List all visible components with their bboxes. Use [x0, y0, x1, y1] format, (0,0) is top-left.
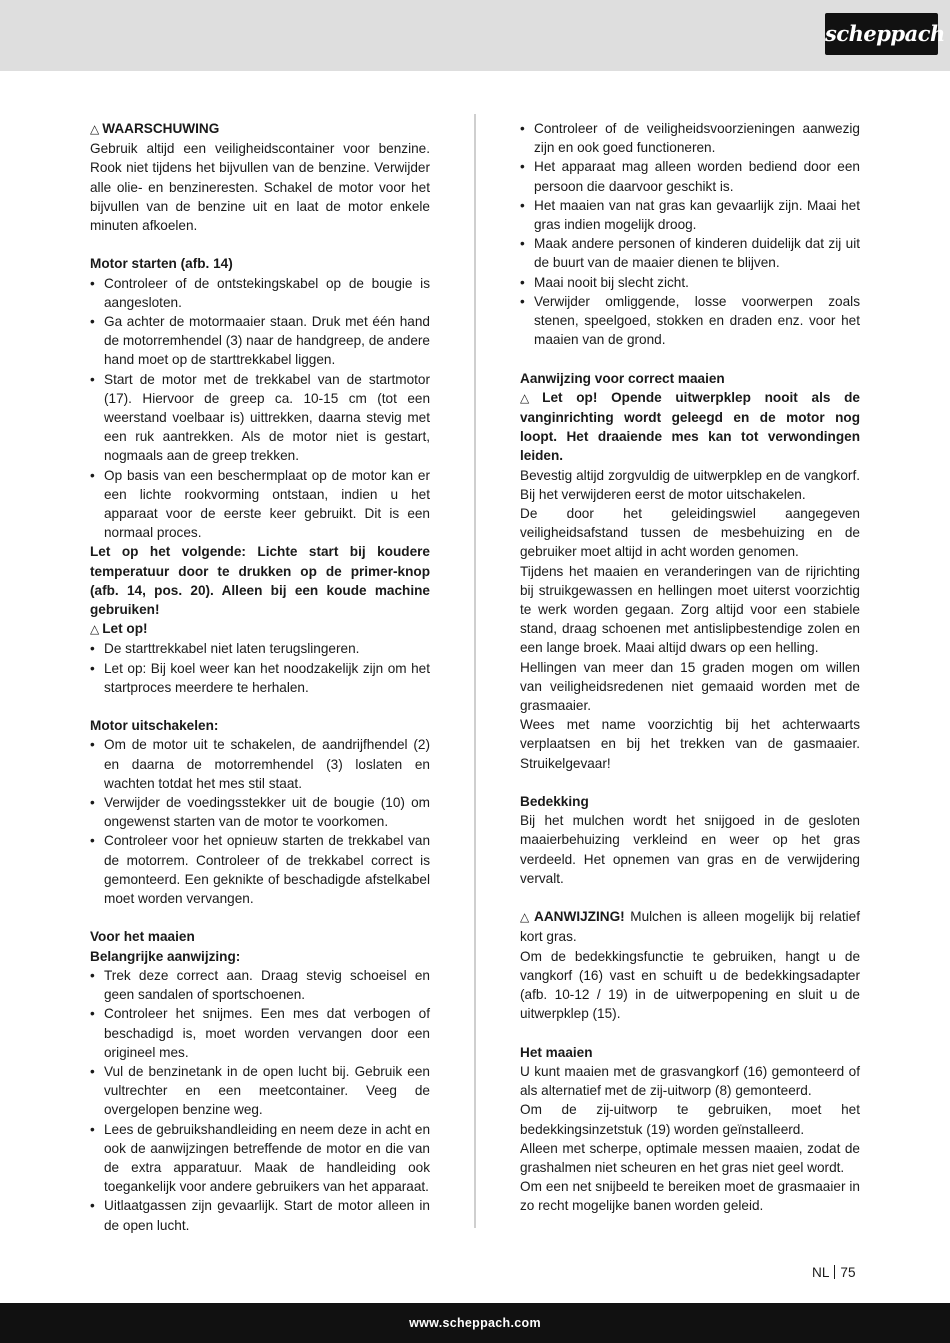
list-item: • Verwijder omliggende, losse voorwerpen zoals stenen, speelgoed, stokken en draden enz. voor het maaien van de grond. [520, 292, 860, 350]
list-item: • Controleer of de veiligheidsvoorzieningen aanwezig zijn en ook goed functioneren. [520, 119, 860, 157]
list-item: • Controleer het snijmes. Een mes dat verbogen of beschadigd is, moet worden vervangen door een origineel mes. [90, 1004, 430, 1062]
paragraph: Hellingen van meer dan 15 graden mogen om willen van veiligheidsredenen niet gemaaid worden met de grasmaaier. [520, 659, 860, 714]
page-number-value: 75 [840, 1265, 856, 1280]
paragraph: Wees met name voorzichtig bij het achterwaarts verplaatsen en bij het trekken van de gasmaaier. Struikelgevaar! [520, 717, 860, 771]
section-title-bedekking: Bedekking [520, 794, 589, 810]
list-item: • Uitlaatgassen zijn gevaarlijk. Start de motor alleen in de open lucht. [90, 1196, 430, 1234]
list-item: • Vul de benzinetank in de open lucht bij. Gebruik een vultrechter en een meetcontainer. Veeg de overgelopen benzine weg. [90, 1062, 430, 1120]
caution-list [90, 639, 430, 697]
paragraph: Om een net snijbeeld te bereiken moet de grasmaaier in zo recht mogelijke banen worden geleid. [520, 1179, 860, 1214]
paragraph: Om de bedekkingsfunctie te gebruiken, hangt u de vangkorf (16) vast en schuift u de bedekkingsadapter (afb. 10-12 / 19) in de uitwerpopening en sluit u de uitwerpklep (15). [520, 948, 860, 1022]
language-code: NL [812, 1265, 830, 1280]
paragraph: U kunt maaien met de grasvangkorf (16) gemonteerd of als alternatief met de zij-uitworp (8) gemonteerd. [520, 1063, 860, 1099]
footer-url[interactable]: www.scheppach.com [409, 1316, 541, 1330]
section-title-het-maaien: Het maaien [520, 1044, 593, 1060]
paragraph: Alleen met scherpe, optimale messen maaien, zodat de grashalmen niet scheuren en het gras niet geel wordt. [520, 1140, 860, 1175]
section-title-correct-maaien: Aanwijzing voor correct maaien [520, 370, 725, 386]
list-item: • Controleer voor het opnieuw starten de trekkabel van de motorrem. Controleer of de trekkabel correct is gemonteerd. Een geknikte of beschadigde afstelkabel moet worden vervangen. [90, 831, 430, 908]
motor-uitschakelen-list [90, 735, 430, 908]
list-item: • Maak andere personen of kinderen duidelijk dat zij uit de buurt van de maaier dienen te blijven. [520, 234, 860, 272]
list-item: • Let op: Bij koel weer kan het noodzakelijk zijn om het startproces meerdere te herhalen. [90, 659, 430, 697]
list-item: • Het apparaat mag alleen worden bediend door een persoon die daarvoor geschikt is. [520, 157, 860, 195]
warning-heading: △ WAARSCHUWING [90, 121, 220, 136]
list-item: • Trek deze correct aan. Draag stevig schoeisel en geen sandalen of sportschoenen. [90, 966, 430, 1004]
list-item: • Ga achter de motormaaier staan. Druk met één hand de motorremhendel (3) naar de handgreep, de andere hand moet op de starttrekkabel liggen. [90, 312, 430, 370]
list-item: • Maai nooit bij slecht zicht. [520, 273, 860, 292]
mulch-note: △ AANWIJZING! Mulchen is alleen mogelijk bij relatief kort gras. [520, 909, 860, 945]
warning-triangle-icon: △ [520, 390, 540, 405]
caution-heading: △ Let op! [90, 621, 148, 637]
footer-bar [0, 1303, 950, 1343]
paragraph: Om de zij-uitworp te gebruiken, moet het bedekkingsinzetstuk (19) worden geïnstalleerd. [520, 1102, 860, 1137]
warning-triangle-icon: △ [90, 122, 100, 136]
paragraph: De door het geleidingswiel aangegeven veiligheidsafstand tussen de mesbehuizing en de gebruiker moet altijd in acht worden genomen. [520, 506, 860, 560]
voor-het-maaien-list [90, 966, 430, 1235]
header-bar [0, 0, 950, 71]
brand-logo: scheppach [825, 13, 938, 55]
list-item: • Lees de gebruikshandleiding en neem deze in acht en ook de aanwijzingen betreffende de motor en die van de extra apparatuur. Maak de handleiding ook toegankelijk voor andere gebruikers van het apparaat. [90, 1120, 430, 1197]
warning-triangle-icon: △ [520, 910, 532, 925]
list-item: • De starttrekkabel niet laten terugslingeren. [90, 639, 430, 658]
warning-triangle-icon: △ [90, 622, 100, 637]
safety-list [520, 119, 860, 349]
page-number-separator [834, 1265, 835, 1279]
paragraph: Bij het mulchen wordt het snijgoed in de gesloten maaierbehuizing verkleind en weer op het gras verdeeld. Het opnemen van gras en de verwijdering vervalt. [520, 813, 860, 886]
section-title-voor-het-maaien: Voor het maaien [90, 929, 195, 945]
section-title-motor-uitschakelen: Motor uitschakelen: [90, 718, 219, 734]
motor-starten-list [90, 274, 430, 543]
warning-text: Gebruik altijd een veiligheidscontainer voor benzine. Rook niet tijdens het bijvullen van de benzine. Verwijder alle olie- en benzineresten. Schakel de motor voor het bijvullen van de benzine uit en laat de motor enkele minuten afkoelen. [90, 141, 430, 234]
primer-note: Let op het volgende: Lichte start bij koudere temperatuur door te drukken op de primer-knop (afb. 14, pos. 20). Alleen bij een koude machine gebruiken! [90, 544, 430, 618]
left-column [90, 119, 430, 1235]
correct-maaien-warning: △ Let op! Opende uitwerpklep nooit als de vanginrichting wordt geleegd en de motor nog loopt. Het draaiende mes kan tot verwondingen leiden. [520, 389, 860, 464]
page-number [812, 1265, 856, 1280]
list-item: • Start de motor met de trekkabel van de startmotor (17). Hiervoor de greep ca. 10-15 cm (tot een weerstand voelbaar is) uittrekken, daarna stevig met een ruk aantrekken. Als de motor niet is gestart, nogmaals aan de greep trekken. [90, 370, 430, 466]
list-item: • Controleer of de ontstekingskabel op de bougie is aangesloten. [90, 274, 430, 312]
section-subtitle-belangrijke-aanwijzing: Belangrijke aanwijzing: [90, 948, 241, 964]
list-item: • Op basis van een beschermplaat op de motor kan er een lichte rookvorming ontstaan, indien u het apparaat voor de eerste keer gebruikt. Dit is een normaal proces. [90, 466, 430, 543]
paragraph: Bevestig altijd zorgvuldig de uitwerpklep en de vangkorf. Bij het verwijderen eerst de motor uitschakelen. [520, 467, 860, 502]
section-title-motor-starten: Motor starten (afb. 14) [90, 256, 233, 272]
right-column [520, 119, 860, 1216]
list-item: • Om de motor uit te schakelen, de aandrijfhendel (2) en daarna de motorremhendel (3) loslaten en wachten totdat het mes stil staat. [90, 735, 430, 793]
paragraph: Tijdens het maaien en veranderingen van de rijrichting bij struikgewassen en hellingen moet uiterst voorzichtig te werk worden gegaan. Zorg altijd voor een stabiele stand, draag schoenen met antislipbestendige zolen en een lange broek. Maai altijd dwars op een helling. [520, 563, 860, 656]
list-item: • Het maaien van nat gras kan gevaarlijk zijn. Maai het gras indien mogelijk droog. [520, 196, 860, 234]
column-divider [474, 114, 476, 1228]
list-item: • Verwijder de voedingsstekker uit de bougie (10) om ongewenst starten van de motor te voorkomen. [90, 793, 430, 831]
